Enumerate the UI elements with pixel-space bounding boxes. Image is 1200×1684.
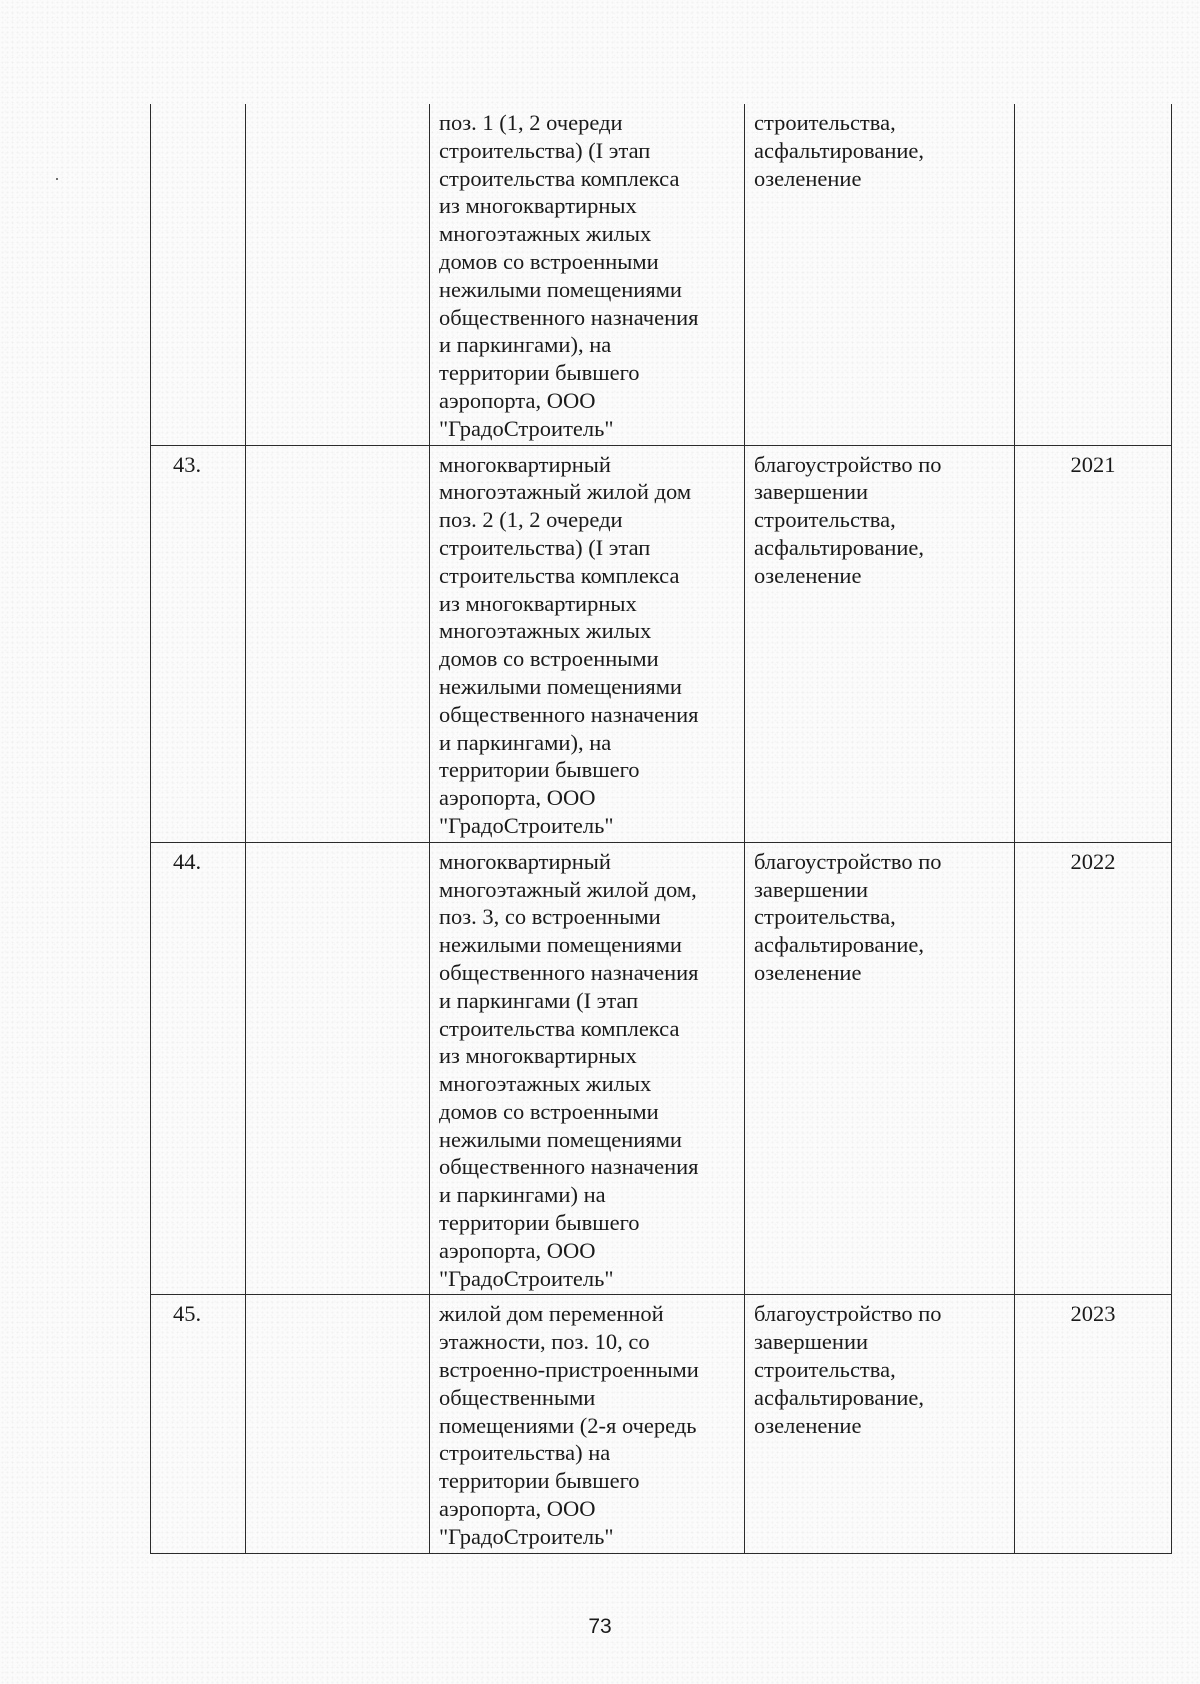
row-number: 43. — [173, 451, 202, 477]
works-description: благоустройство по завершении строительства, асфальтирование, озеленение — [754, 451, 942, 588]
scan-speck — [56, 178, 58, 180]
empty-cell — [246, 842, 430, 1295]
completion-year: 2023 — [1070, 1301, 1116, 1327]
empty-cell — [246, 1295, 430, 1553]
empty-cell — [246, 104, 430, 445]
table-row — [151, 1295, 1172, 1553]
table-row — [151, 104, 1172, 445]
row-number: 45. — [173, 1301, 202, 1327]
object-description: жилой дом переменной этажности, поз. 10, со встроенно-пристроенными общественными помещениями (2-я очередь строительства) на территории бывшего аэропорта, ООО "ГрадоСтроитель" — [439, 1301, 699, 1549]
completion-year: 2022 — [1070, 848, 1116, 874]
object-description: многоквартирный многоэтажный жилой дом, поз. 3, со встроенными нежилыми помещениями общественного назначения и паркингами (I этап строительства комплекса из многоквартирных многоэтажных жилых домов со встроенными нежилыми помещениями общественного назначения и паркингами) на территории бывшего аэропорта, ООО "ГрадоСтроитель" — [439, 848, 699, 1291]
row-number: 44. — [173, 848, 202, 874]
empty-cell — [246, 445, 430, 842]
works-description: благоустройство по завершении строительства, асфальтирование, озеленение — [754, 848, 942, 985]
object-description: поз. 1 (1, 2 очереди строительства) (I этап строительства комплекса из многоквартирных многоэтажных жилых домов со встроенными нежилыми помещениями общественного назначения и паркингами), на территории бывшего аэропорта, ООО "ГрадоСтроитель" — [439, 110, 699, 441]
table-row — [151, 842, 1172, 1295]
objects-table — [150, 104, 1172, 1554]
table-row — [151, 445, 1172, 842]
works-description: строительства, асфальтирование, озеленение — [754, 110, 925, 191]
works-description: благоустройство по завершении строительства, асфальтирование, озеленение — [754, 1301, 942, 1438]
object-description: многоквартирный многоэтажный жилой дом поз. 2 (1, 2 очереди строительства) (I этап строительства комплекса из многоквартирных многоэтажных жилых домов со встроенными нежилыми помещениями общественного назначения и паркингами), на территории бывшего аэропорта, ООО "ГрадоСтроитель" — [439, 451, 699, 838]
completion-year: 2021 — [1070, 451, 1116, 477]
page-number: 73 — [588, 1615, 612, 1638]
